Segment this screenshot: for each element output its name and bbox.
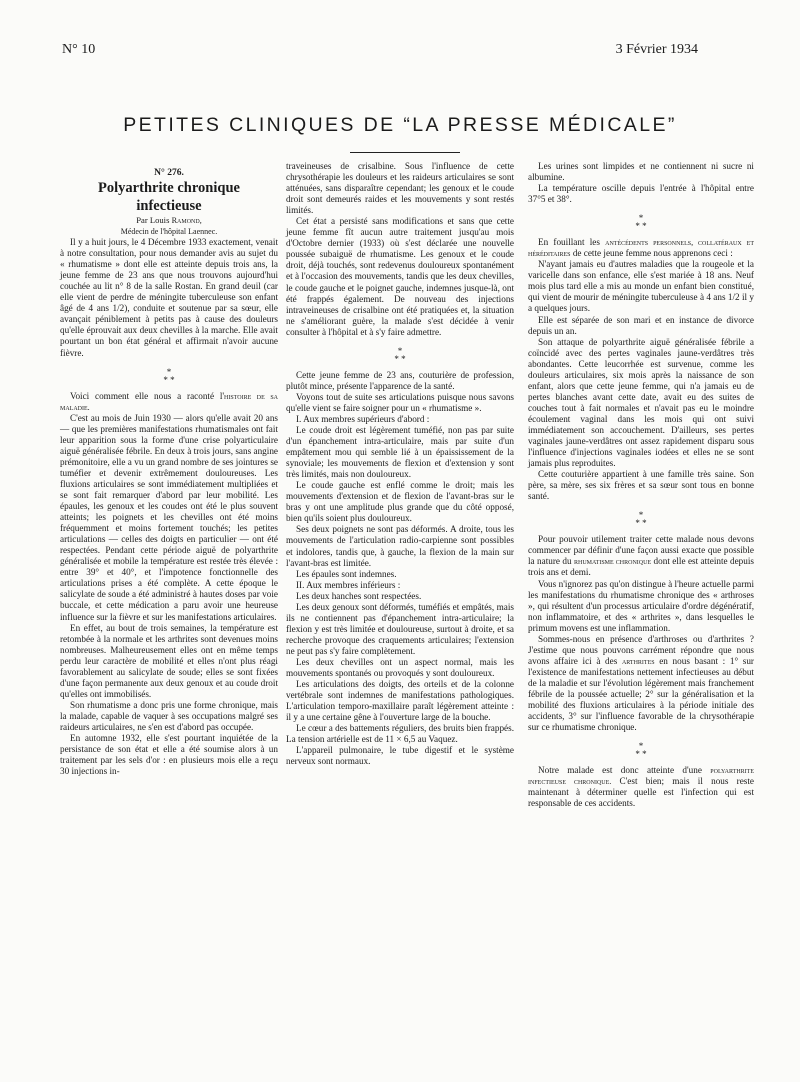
section-separator	[528, 511, 754, 527]
section-separator	[60, 368, 278, 384]
article-title-line-1: Polyarthrite chronique	[98, 180, 240, 197]
paragraph: Le coude droit est légèrement tuméfié, non pas par suite d'un épanchement intra-articulaire, mais par suite d'un empâtement mou qui semble lié à un épaississement de la synoviale; les mouvements de flexion et d'extension y sont très limités, mais non douloureux.	[286, 424, 514, 480]
column-1	[60, 168, 278, 777]
paragraph: Son rhumatisme a donc pris une forme chronique, mais la malade, capable de vaquer à ses occupations malgré ses raideurs articulaires, ne s'en est d'abord pas occupée.	[60, 699, 278, 732]
paragraph-text: en nous basant : 1° sur l'existence de manifestations nettement infectieuses au début de la maladie et sur l'évolution légèrement mais franchement fébrile de la poussée actuelle; 2° sur la généralisation et la mobilité des fluxions articulaires à la période initiale des accidents, 3° sur l'influence favorable de la chrysothérapie sur ce rhumatisme chronique.	[528, 655, 754, 733]
paragraph: Le cœur a des battements réguliers, des bruits bien frappés. La tension artérielle est de 11 × 6,5 au Vaquez.	[286, 723, 514, 745]
emphasis: arthrites	[621, 656, 655, 666]
paragraph	[60, 391, 278, 413]
paragraph: Ses deux poignets ne sont pas déformés. A droite, tous les mouvements de l'articulation radio-carpienne sont possibles et indolores, tandis que, à gauche, la flexion de la main sur l'avant-bras est limitée.	[286, 524, 514, 568]
column-3	[528, 161, 754, 809]
paragraph	[528, 765, 754, 809]
star-bottom: * *	[394, 353, 406, 364]
article-title	[60, 179, 278, 215]
paragraph: Cette jeune femme de 23 ans, couturière de profession, plutôt mince, présente l'apparence de la santé.	[286, 369, 514, 391]
paragraph: Il y a huit jours, le 4 Décembre 1933 exactement, venait à notre consultation, pour nous demander avis au sujet du « rhumatisme » dont elle est atteinte depuis trois ans, la jeune femme de 23 ans que nous trouvons aujourd'hui couchée au lit n° 8 de la salle Rostan. En grand deuil (car elle vient de perdre de méningite tuberculeuse son enfant âgé de 4 ans 1/2), conduite et soutenue par sa sœur, elle avançait péniblement à petits pas à cause des douleurs qu'elle éprouvait aux deux chevilles à la marche. Elle avait pourtant un bon état général et affirmait n'avoir aucune fièvre.	[60, 237, 278, 358]
paragraph: I. Aux membres supérieurs d'abord :	[296, 413, 430, 424]
star-top: *	[638, 741, 644, 752]
section-separator	[528, 742, 754, 758]
case-number: N° 276.	[154, 168, 184, 178]
paragraph-text: Sommes-nous en présence d'arthroses ou d'arthrites ? J'estime que nous pouvons carrément répondre que nous avons affaire ici à des	[528, 633, 754, 666]
paragraph: II. Aux membres inférieurs :	[296, 579, 401, 590]
star-bottom: * *	[163, 374, 175, 385]
section-heading: antécédents personnels, collatéraux et héréditaires	[528, 238, 754, 259]
paragraph: Voyons tout de suite ses articulations puisque nous savons qu'elle vient se faire soigner pour un « rhumatisme ».	[286, 391, 514, 413]
star-bottom: * *	[635, 221, 647, 232]
star-top: *	[638, 213, 644, 224]
section-heading: histoire de sa maladie.	[60, 391, 278, 412]
paragraph: Cette couturière appartient à une famille très saine. Son père, sa mère, ses six frères et sa sœur sont tous en bonne santé.	[528, 469, 754, 502]
paragraph	[528, 634, 754, 733]
paragraph: La température oscille depuis l'entrée à l'hôpital entre 37°5 et 38°.	[528, 183, 754, 205]
section-separator	[286, 347, 514, 363]
paragraph	[528, 534, 754, 578]
column-2	[286, 161, 514, 767]
emphasis: polyarthrite infectieuse chronique.	[528, 766, 754, 787]
paragraph: L'appareil pulmonaire, le tube digestif et le système nerveux sont normaux.	[286, 745, 514, 767]
paragraph: N'ayant jamais eu d'autres maladies que la rougeole et la varicelle dans son enfance, elle s'est mariée à 18 ans. Neuf mois plus tard elle a mis au monde un enfant bien constitué, qui vient de mourir de méningite tuberculeuse à 4 ans 1/2 il y a quelques jours.	[528, 259, 754, 314]
article-title-line-2: infectieuse	[136, 198, 202, 215]
star-top: *	[397, 345, 403, 356]
paragraph: Les épaules sont indemnes.	[296, 568, 397, 579]
paragraph: Les deux hanches sont respectées.	[296, 590, 422, 601]
issue-number: N° 10	[62, 42, 96, 57]
page-title: PETITES CLINIQUES DE “LA PRESSE MÉDICALE”	[123, 114, 677, 136]
paragraph: Les articulations des doigts, des orteils et de la colonne vertébrale sont indemnes de manifestations pathologiques. L'articulation temporo-maxillaire paraît légèrement atteinte : il y a une certaine gêne à l'ouverture large de la bouche.	[286, 679, 514, 723]
paragraph-text: de cette jeune femme nous apprenons ceci :	[570, 248, 733, 259]
paragraph: Les urines sont limpides et ne contiennent ni sucre ni albumine.	[528, 161, 754, 183]
paragraph: Les deux genoux sont déformés, tuméfiés et empâtés, mais ils ne contiennent pas d'épanchement intra-articulaire; la flexion y est très limitée et douloureuse, surtout à droite, et sa recherche provoque des craquements articulaires; l'extension ne peut pas s'y faire complètement.	[286, 601, 514, 656]
byline	[60, 215, 278, 226]
paragraph-text: C'est bien; mais il nous reste maintenant à déterminer quelle est l'infection qui est responsable de ces accidents.	[528, 776, 754, 809]
paragraph: En automne 1932, elle s'est pourtant inquiétée de la persistance de son état et elle a été soumise alors à un traitement par les sels d'or : en plusieurs mois elle a reçu 30 injections in-	[60, 733, 278, 777]
paragraph: Les deux chevilles ont un aspect normal, mais les mouvements spontanés ou provoqués y sont douloureux.	[286, 656, 514, 679]
paragraph-text: Notre malade est donc atteinte d'une	[538, 765, 711, 776]
star-bottom: * *	[635, 749, 647, 760]
paragraph	[528, 237, 754, 259]
title-rule	[350, 152, 460, 153]
issue-date: 3 Février 1934	[615, 42, 698, 57]
paragraph-text: En fouillant les	[538, 237, 606, 248]
paragraph: Son attaque de polyarthrite aiguë généralisée fébrile a coïncidé avec des pertes vaginales jaune-verdâtres très abondantes. Cette leucorrhée est survenue, comme les douleurs articulaires, six mois après la naissance de son enfant, alors que cette jeune femme, qui n'a jamais eu de pertes blanches avant cette date, avait eu des suites de couches tout à fait normales et n'avait pas eu le moindre écoulement vaginal dans les mois qui ont suivi immédiatement son accouchement. D'ailleurs, ses pertes vaginales jaune-verdâtres ont assez rapidement disparu sous l'influence d'injections vaginales iodées et elles ne se sont jamais plus reproduites.	[528, 336, 754, 469]
paragraph: Elle est séparée de son mari et en instance de divorce depuis un an.	[528, 314, 754, 336]
paragraph: En effet, au bout de trois semaines, la température est retombée à la normale et les arthrites sont devenues moins nombreuses. Malheureusement elles ont en même temps perdu leur caractère de mobilité et elles n'ont plus réagi favorablement au salicylate de soude; elles se sont fixées d'une façon permanente aux deux genoux et au coude droit qu'elles ont immobilisés.	[60, 622, 278, 699]
star-top: *	[166, 366, 172, 377]
emphasis: rhumatisme chronique	[573, 557, 652, 567]
paragraph: C'est au mois de Juin 1930 — alors qu'elle avait 20 ans — que les premières manifestations rhumatismales ont fait leur apparition sous la forme d'une crise polyarticulaire aiguë généralisée fébrile. En deux à trois jours, sans angine prémonitoire, elle a vu un grand nombre de ses jointures se tuméfier et devenir extrêmement douloureuses. Les fluxions articulaires se sont immédiatement multipliées et se sont fait remarquer d'abord par leur mobilité. Les épaules, les genoux et les coudes ont été le plus souvent atteints; les poignets et les chevilles ont été moins fréquemment et moins fortement touchés; les petites articulations — celles des doigts en particulier — ont été respectées. Pendant cette période aiguë de polyarthrite généralisée et mobile la température est restée très élevée : entre 39° et 40°, et l'impotence fonctionnelle des articulations prises a été complète. A cette époque le salicylate de soude a été administré à hautes doses par voie buccale, et cette médication a paru avoir une heureuse influence sur la fièvre et sur les manifestations articulaires.	[60, 412, 278, 622]
star-top: *	[638, 510, 644, 521]
paragraph: Cet état a persisté sans modifications et sans que cette jeune femme fît aucun autre traitement jusqu'au mois d'Octobre dernier (1933) où s'est déclarée une nouvelle poussée subaiguë de rhumatisme. Les genoux et le coude droit, déjà touchés, sont redevenus douloureux spontanément et à l'occasion des mouvements, tandis que les deux chevilles, le coude gauche et le poignet gauche, indemnes jusque-là, ont été frappés également. De nouveau des injections intraveineuses de crisalbine ont été pratiquées et, la situation ne s'améliorant guère, la malade s'est décidée à venir consulter à l'hôpital et à s'y faire admettre.	[286, 216, 514, 337]
paragraph: Vous n'ignorez pas qu'on distingue à l'heure actuelle parmi les manifestations du rhumatisme chronique des « arthroses », qui résultent d'un processus articulaire d'ordre dégénératif, non inflammatoire, et des « arthrites », dans lesquelles le primum movens est une inflammation.	[528, 578, 754, 633]
paragraph-text: dont elle est atteinte depuis trois ans et demi.	[528, 556, 754, 578]
paragraph-text: Pour pouvoir utilement traiter cette malade nous devons commencer par définir d'une façon aussi exacte que possible la nature du	[528, 534, 754, 567]
section-separator	[528, 214, 754, 230]
byline-name: Ramond,	[171, 216, 202, 226]
paragraph: Le coude gauche est enflé comme le droit; mais les mouvements d'extension et de flexion de l'avant-bras sur le bras y ont une amplitude plus grande que du côté opposé, bien qu'ils soient plus douloureux.	[286, 480, 514, 524]
paragraph: traveineuses de crisalbine. Sous l'influence de cette chrysothérapie les douleurs et les raideurs articulaires se sont atténuées, sans disparaître cependant; les genoux et le coude droit sont demeurés raides et les mouvements y sont restés limités.	[286, 161, 514, 216]
affiliation: Médecin de l'hôpital Laennec.	[120, 227, 218, 237]
star-bottom: * *	[635, 518, 647, 529]
paragraph-text: Voici comment elle nous a raconté l'	[70, 390, 225, 401]
byline-prefix: Par Louis	[136, 215, 172, 226]
